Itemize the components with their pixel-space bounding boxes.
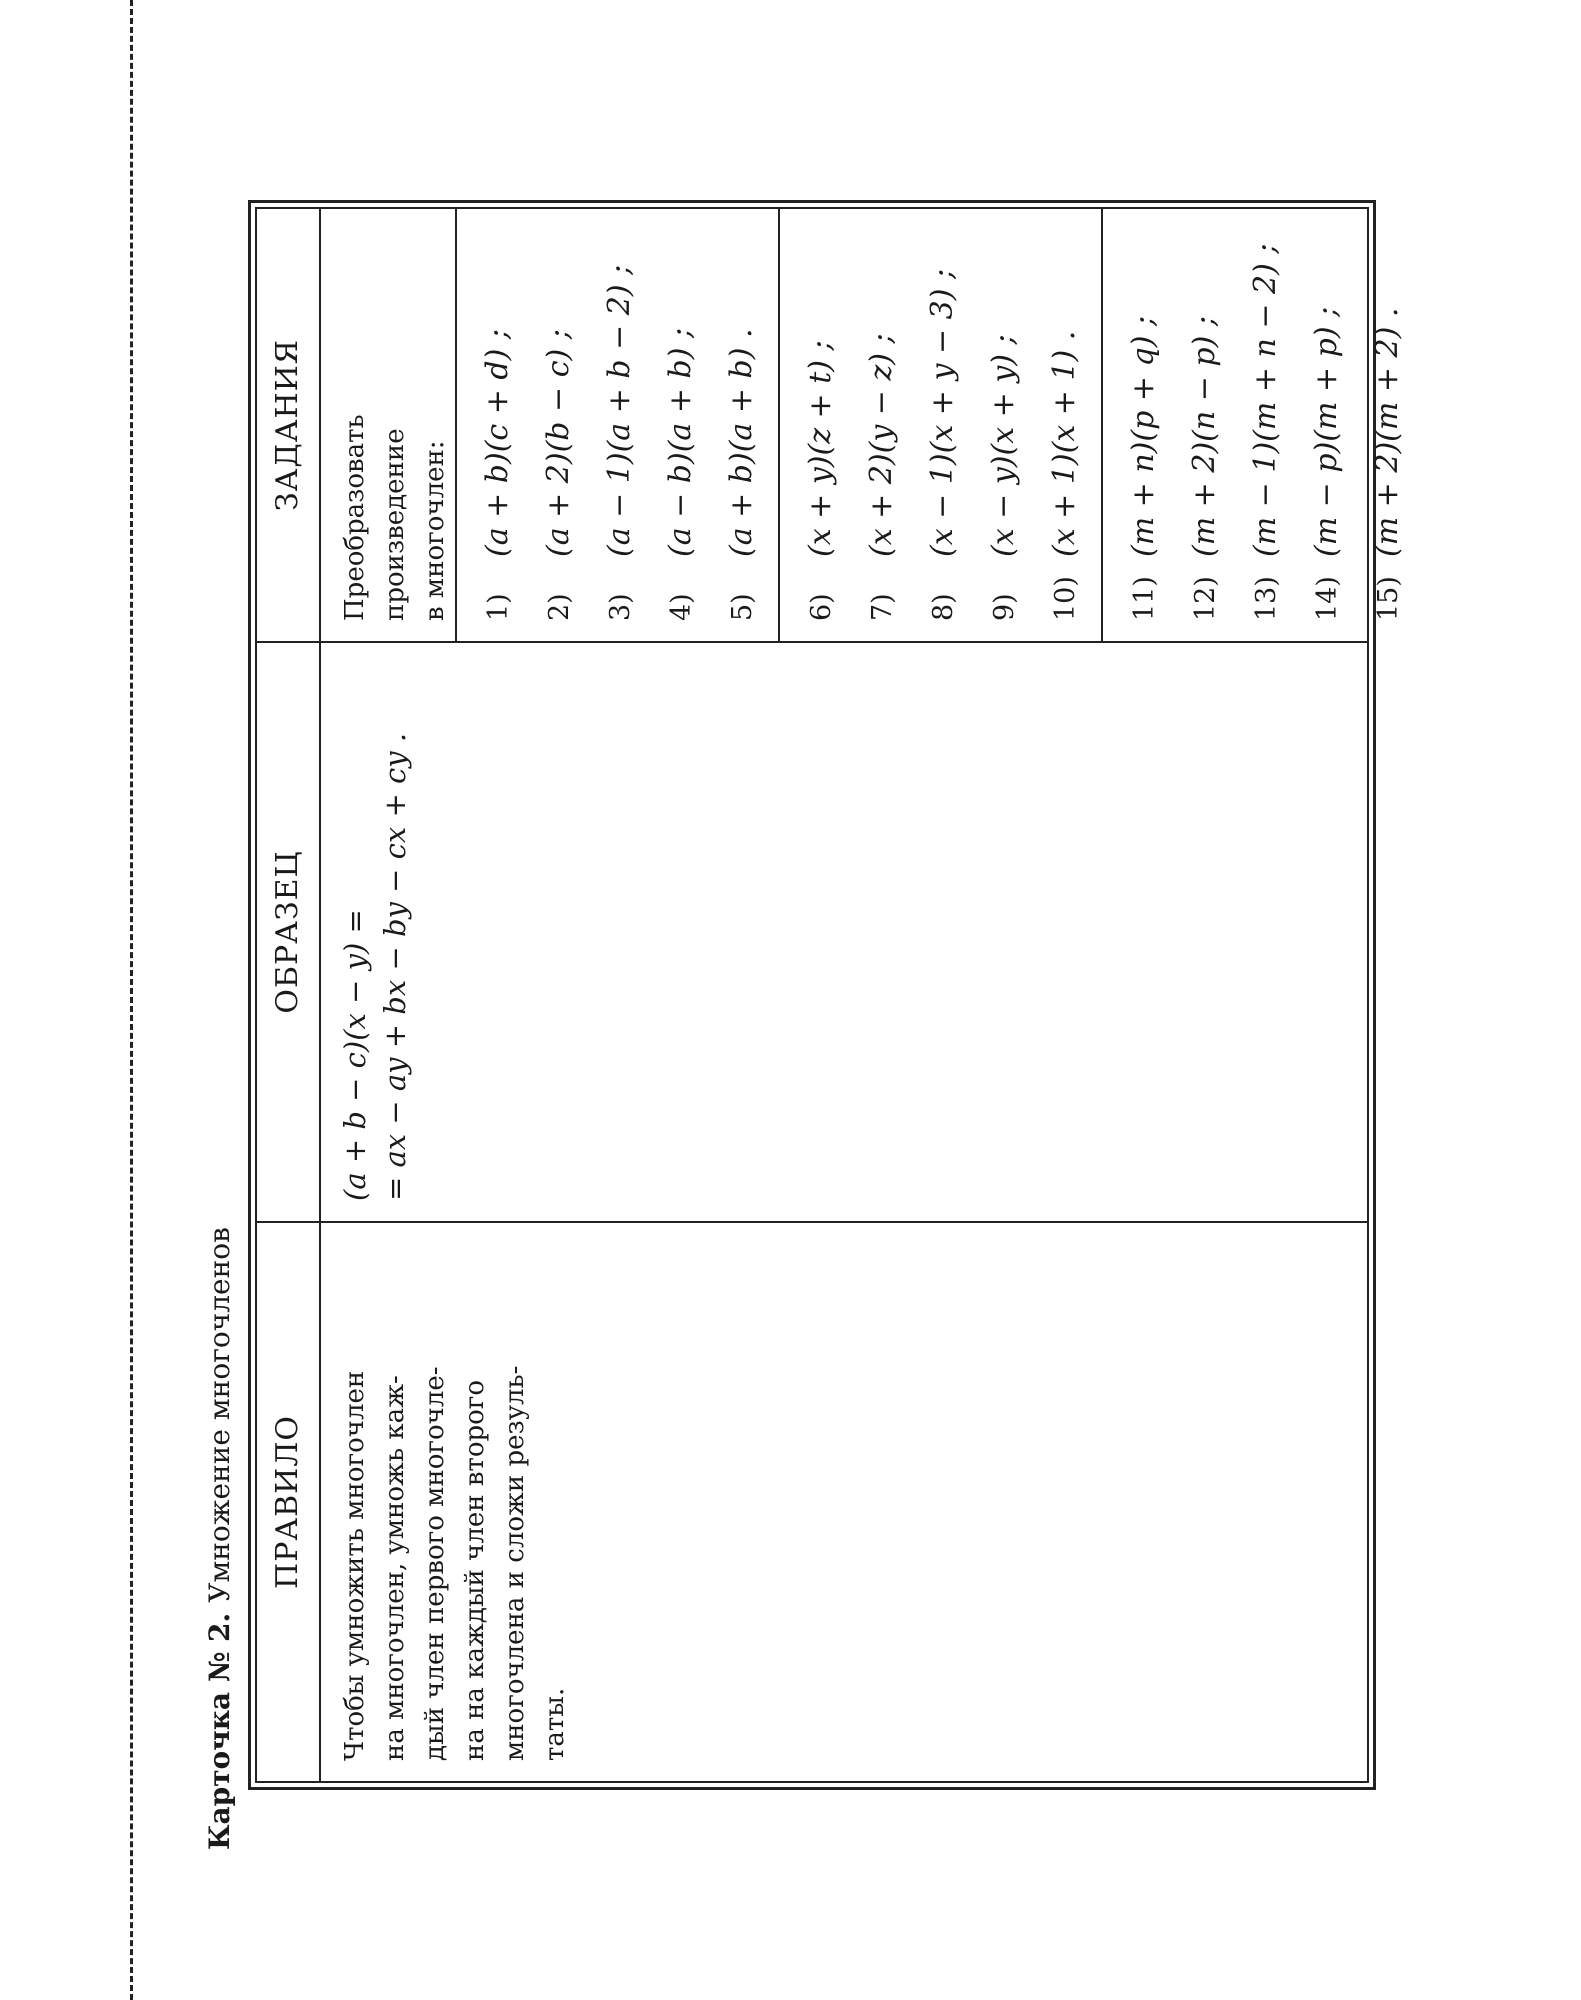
rule-line: многочлена и сложи резуль- — [500, 1365, 530, 1761]
task-expression: (x − 1)(x + y − 3) ; — [925, 268, 960, 557]
tasks-intro-line: Преобразовать произведение — [340, 414, 410, 621]
sample-line: (a + b − c)(x − y) = — [338, 909, 372, 1201]
task-group-1 — [457, 209, 780, 641]
sample-text — [321, 643, 429, 1221]
card-title — [190, 1227, 250, 1850]
task-expression: (x − y)(x + y) ; — [986, 334, 1021, 557]
task-expression: (m + 2)(m + 2) . — [1370, 307, 1405, 557]
task-number: 4) — [666, 593, 697, 621]
task-expression: (x + 1)(x + 1) . — [1047, 330, 1082, 557]
task-item — [1113, 229, 1174, 621]
task-expression: (a + 2)(b − c) ; — [541, 329, 576, 557]
task-group-2 — [780, 209, 1103, 641]
task-number: 9) — [989, 593, 1020, 621]
rule-column — [257, 1221, 1367, 1781]
task-expression: (a + b)(a + b) . — [724, 328, 759, 557]
rule-line: Чтобы умножить многочлен — [340, 1370, 370, 1761]
task-item — [851, 229, 912, 621]
rule-line: на на каждый член второго — [460, 1379, 490, 1761]
rule-header: ПРАВИЛО — [257, 1223, 321, 1781]
task-item — [1034, 229, 1095, 621]
task-number: 7) — [867, 593, 898, 621]
task-item — [1357, 229, 1418, 621]
rule-line: на многочлен, умножь каж- — [380, 1375, 410, 1761]
task-number: 13) — [1251, 576, 1282, 621]
task-number: 11) — [1129, 576, 1160, 621]
task-item — [790, 229, 851, 621]
task-number: 1) — [483, 593, 514, 621]
cut-line — [130, 0, 133, 2000]
task-number: 10) — [1050, 576, 1081, 621]
task-item — [589, 229, 650, 621]
sample-column — [257, 641, 1367, 1221]
task-number: 2) — [544, 593, 575, 621]
task-item — [467, 229, 528, 621]
rule-line: дый член первого многочле- — [420, 1366, 450, 1761]
task-item — [912, 229, 973, 621]
task-item — [1296, 229, 1357, 621]
task-number: 3) — [605, 593, 636, 621]
task-item — [528, 229, 589, 621]
task-number: 8) — [928, 593, 959, 621]
card-table — [248, 200, 1405, 1790]
task-item — [1235, 229, 1296, 621]
tasks-intro — [321, 209, 457, 641]
task-expression: (x + 2)(y − z) ; — [864, 333, 899, 557]
task-item — [1174, 229, 1235, 621]
card-topic: Умножение многочленов — [203, 1227, 236, 1603]
task-number: 5) — [727, 593, 758, 621]
task-expression: (a − b)(a + b) ; — [663, 327, 698, 557]
card — [190, 180, 1405, 1850]
task-expression: (m − p)(m + p) ; — [1309, 306, 1344, 557]
task-number: 14) — [1312, 576, 1343, 621]
task-item — [650, 229, 711, 621]
task-number: 6) — [806, 593, 837, 621]
task-number: 12) — [1190, 576, 1221, 621]
task-expression: (a + b)(c + d) ; — [480, 329, 515, 557]
task-expression: (m + 2)(n − p) ; — [1187, 316, 1222, 557]
tasks-column — [257, 209, 1405, 641]
rule-text — [321, 1223, 589, 1781]
card-number: Карточка № 2. — [203, 1612, 236, 1850]
tasks-header: ЗАДАНИЯ — [257, 209, 321, 641]
rule-line: таты. — [540, 1687, 570, 1761]
sample-header: ОБРАЗЕЦ — [257, 643, 321, 1221]
task-number: 15) — [1373, 576, 1404, 621]
task-group-3 — [1103, 209, 1424, 641]
task-expression: (x + y)(z + t) ; — [803, 340, 838, 557]
sample-line: = ax − ay + bx − by − cx + cy . — [378, 732, 412, 1201]
task-item — [973, 229, 1034, 621]
task-expression: (a − 1)(a + b − 2) ; — [602, 264, 637, 557]
task-expression: (m − 1)(m + n − 2) ; — [1248, 243, 1283, 557]
tasks-intro-line: в многочлен: — [420, 440, 450, 621]
card-table-inner — [255, 207, 1405, 1783]
task-expression: (m + n)(p + q) ; — [1126, 315, 1161, 557]
task-item — [711, 229, 772, 621]
